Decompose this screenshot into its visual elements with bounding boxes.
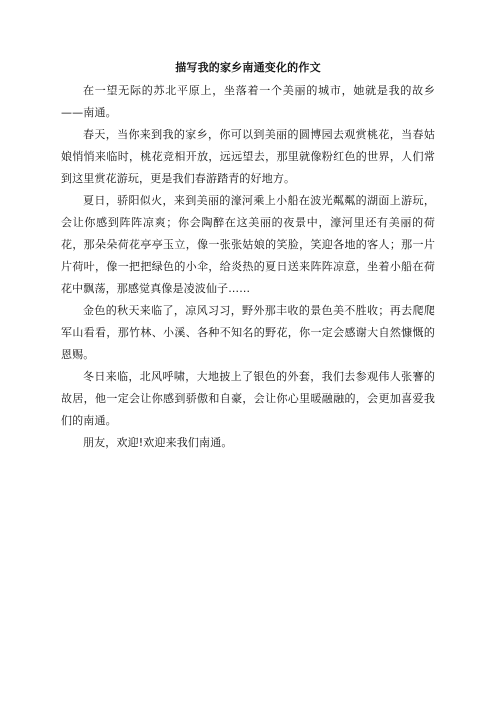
document-title: 描写我的家乡南通变化的作文 xyxy=(175,61,321,74)
paragraph-spring: 春天，当你来到我的家乡，你可以到美丽的圆博园去观赏桃花，当春姑娘悄悄来临时，桃花竞相开放，远远望去，那里就像粉红色的世界，人们常到这里赏花游玩，更是我们春游踏青的好地方。 xyxy=(61,128,435,185)
paragraph-autumn: 金色的秋天来临了，凉风习习，野外那丰收的景色美不胜收；再去爬爬军山看看，那竹林、小溪、各种不知名的野花，你一定会感谢大自然慷慨的恩赐。 xyxy=(61,304,435,361)
paragraph-winter: 冬日来临，北风呼啸，大地披上了银色的外套，我们去参观伟人张謇的故居，他一定会让你感到骄傲和自豪，会让你心里暖融融的，会更加喜爱我们的南通。 xyxy=(61,370,435,427)
paragraph-closing: 朋友，欢迎!欢迎来我们南通。 xyxy=(83,436,233,449)
paragraph-summer: 夏日，骄阳似火，来到美丽的濠河乘上小船在波光粼粼的湖面上游玩，会让你感到阵阵凉爽；你会陶醉在这美丽的夜景中，濠河里还有美丽的荷花，那朵朵荷花亭亭玉立，像一张张姑娘的笑脸，笑迎各地的客人；那一片片荷叶，像一把把绿色的小伞，给炎热的夏日送来阵阵凉意，坐着小船在荷花中飘荡，那感觉真像是凌波仙子...... xyxy=(61,194,435,295)
paragraph-intro: 在一望无际的苏北平原上，坐落着一个美丽的城市，她就是我的故乡——南通。 xyxy=(61,84,435,119)
document-page xyxy=(61,60,435,454)
